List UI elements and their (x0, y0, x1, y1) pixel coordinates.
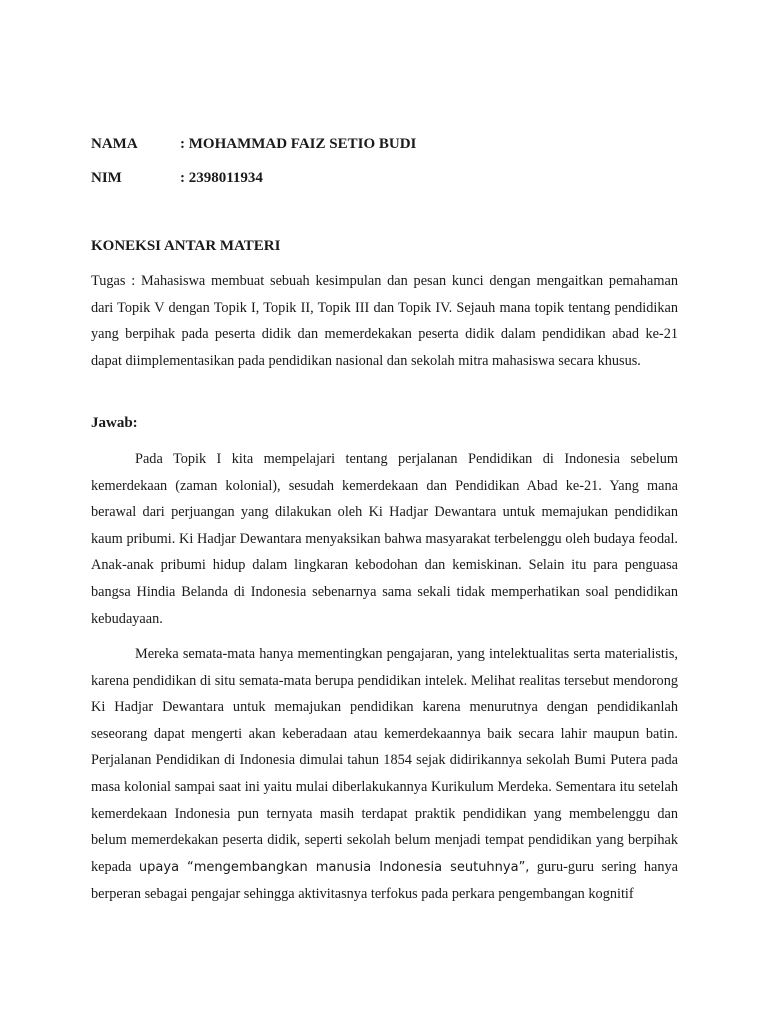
answer-paragraph-2 (91, 641, 678, 908)
name-value: : MOHAMMAD FAIZ SETIO BUDI (180, 136, 417, 152)
paragraph-2-text: Mereka semata-mata hanya mementingkan pengajaran, yang intelektualitas serta materialistis, karena pendidikan di situ semata-mata berupa pendidikan intelek. Melihat realitas tersebut mendorong Ki Hadjar Dewantara untuk memajukan pendidikan karena menurutnya dengan pendidikanlah seseorang dapat mengerti akan keberadaan atau kemerdekaannya baik secara lahir maupun batin. Perjalanan Pendidikan di Indonesia dimulai tahun 1854 sejak didirikannya sekolah Bumi Putera pada masa kolonial sampai saat ini yaitu mulai diberlakukannya Kurikulum Merdeka. Sementara itu setelah kemerdekaan Indonesia pun ternyata masih terdapat praktik pendidikan yang membelenggu dan belum memerdekakan peserta didik, seperti sekolah belum menjadi tempat pendidikan yang berpihak kepada (91, 646, 678, 875)
nim-label: NIM (91, 170, 122, 186)
nim-row (91, 169, 263, 187)
name-row (91, 135, 416, 153)
name-label: NAMA (91, 136, 138, 152)
paragraph-2-quote: upaya “mengembangkan manusia Indonesia seutuhnya”, (138, 859, 530, 875)
answer-label: Jawab: (91, 415, 138, 431)
answer-paragraph-1: Pada Topik I kita mempelajari tentang perjalanan Pendidikan di Indonesia sebelum kemerdekaan (zaman kolonial), sesudah kemerdekaan dan Pendidikan Abad ke-21. Yang mana berawal dari perjuangan yang dilakukan oleh Ki Hadjar Dewantara untuk memajukan pendidikan kaum pribumi. Ki Hadjar Dewantara menyaksikan bahwa masyarakat terbelenggu oleh budaya feodal. Anak-anak pribumi hidup dalam lingkaran kebodohan dan kemiskinan. Selain itu para penguasa bangsa Hindia Belanda di Indonesia sebenarnya sama sekali tidak memperhatikan soal pendidikan kebudayaan. (91, 451, 678, 627)
task-paragraph: Tugas : Mahasiswa membuat sebuah kesimpulan dan pesan kunci dengan mengaitkan pemahaman dari Topik V dengan Topik I, Topik II, Topik III dan Topik IV. Sejauh mana topik tentang pendidikan yang berpihak pada peserta didik dan memerdekakan peserta didik dalam pendidikan abad ke-21 dapat diimplementasikan pada pendidikan nasional dan sekolah mitra mahasiswa secara khusus. (91, 273, 678, 369)
paragraph-2-continuation: guru-guru sering hanya berperan sebagai pengajar sehingga aktivitasnya terfokus pada perkara pengembangan kognitif (91, 858, 678, 903)
nim-value: : 2398011934 (180, 170, 263, 186)
section-title: KONEKSI ANTAR MATERI (91, 238, 281, 254)
